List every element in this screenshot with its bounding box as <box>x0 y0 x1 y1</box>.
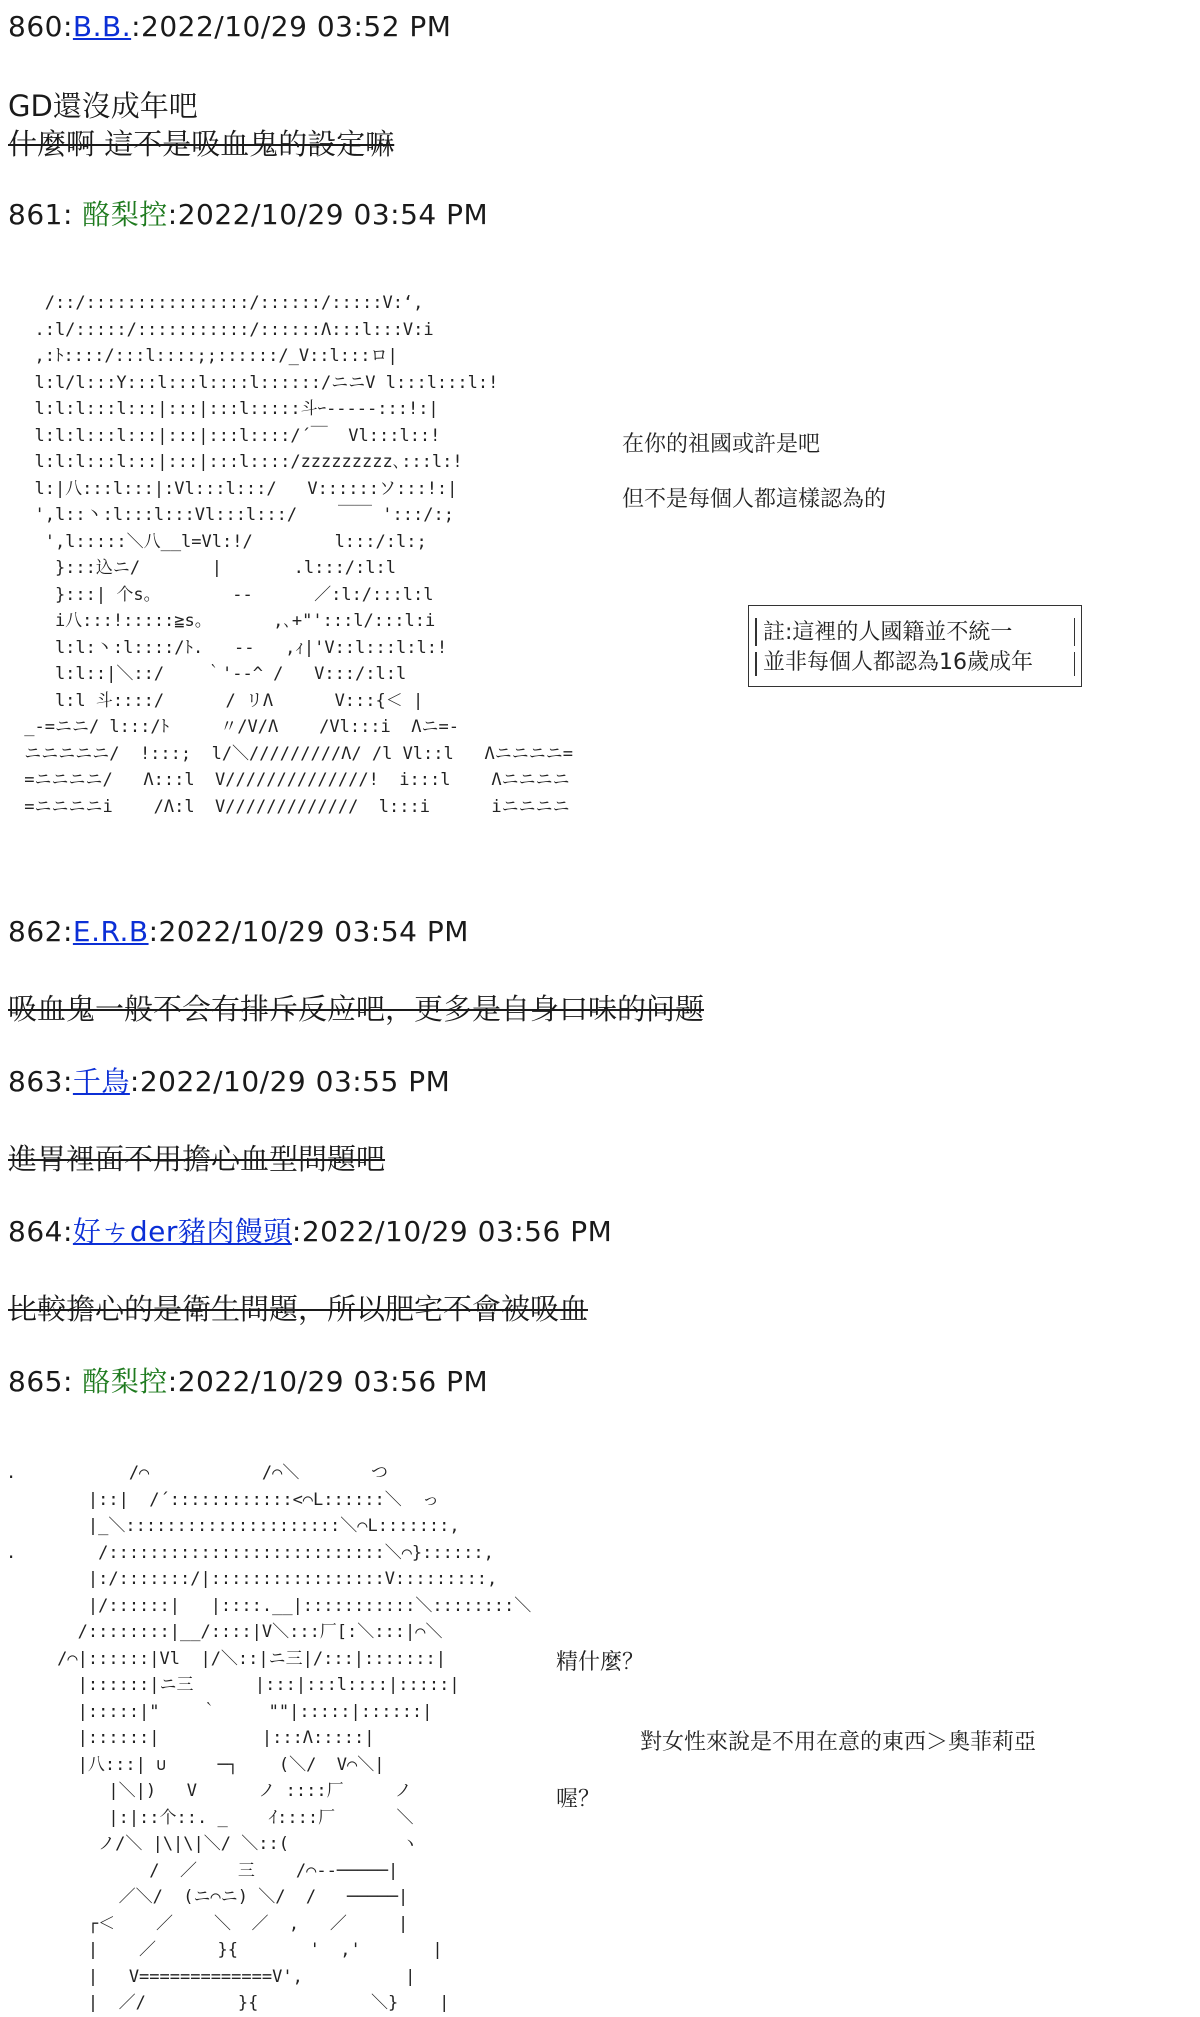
speech-line-3: 喔？ <box>556 1787 601 1812</box>
post-number: 860: <box>8 10 73 43</box>
speech-line-2: 對女性來說是不用在意的東西＞奧菲莉亞 <box>640 1730 1037 1755</box>
author-name: 酪梨控 <box>82 198 168 231</box>
speech-line-1: 精什麼？ <box>556 1650 645 1675</box>
post-number: 861: <box>8 198 83 231</box>
author-name: 酪梨控 <box>82 1365 168 1398</box>
post-861-header <box>8 198 488 232</box>
post-timestamp: :2022/10/29 03:54 PM <box>167 198 489 231</box>
author-link[interactable]: B.B. <box>72 10 132 43</box>
note-line-2: 並非每個人都認為16歲成年 <box>763 650 1033 675</box>
post-timestamp: :2022/10/29 03:54 PM <box>148 915 469 948</box>
author-link[interactable]: 千鳥 <box>72 1065 130 1098</box>
post-860-line-1: GD還沒成年吧 <box>8 89 198 123</box>
post-864-header <box>8 1215 612 1249</box>
note-bar-left-1 <box>755 618 757 646</box>
post-862-line-1-struck: 吸血鬼一般不会有排斥反应吧，更多是自身口味的问题 <box>8 992 705 1026</box>
post-timestamp: :2022/10/29 03:56 PM <box>167 1365 489 1398</box>
ascii-art-character-2: . /⌒ /⌒＼ つ |::| /´::::::::::::<⌒L::::::＼ っ |_＼:::::::::::::::::::::＼⌒L:::::::, . /:::::::::::::::::::::::::::＼⌒}::::::, |:/:::::::/|:::::::::::::::::V:::::::::, |/::::::| |::::.__|:::::::::::＼::::::::＼ /::::::::|__/::::|V＼:::厂[:＼:::|⌒＼ /⌒|::::::|Vl |/＼::|ニ三|/:::|:::::::| |::::::|ニ三 |:::|:::l::::|:::::| |:::::|" ｀ ""|:::::|::::::| |::::::| |:::Λ:::::| |八:::| ∪ ─┐ (＼/ V⌒＼| |＼|) V ノ ::::厂 ノ |:|::个::. _ ｲ::::厂 ＼ ノ/＼ |\|\|＼/ ＼::( ヽ / ／ 三 /⌒‐‐─────| ／＼/ (ニ⌒ニ) ＼/ / ─────| ┌＜ ／ ＼ ／ , ／ | | ／ }{ ' ,' | | V=============V', | | ／/ }{ ＼} | <box>6 1463 532 2013</box>
ascii-art-character-1: /::/::::::::::::::::/::::::/:::::V:‘, .:l/:::::/:::::::::::/::::::Λ:::l:::V:i ,:ﾄ::::/:::l::::;;::::::/_V::l:::ロ| l:l/l:::Y:::l:::l::::l::::::/ニニV l:::l:::l:! l:l:l:::l:::|:::|:::l:::::斗ｰ‐‐‐‐‐:::!:| l:l:l:::l:::|:::|:::l::::/´￣ Vl:::l::! l:l:l:::l:::|:::|:::l::::/zzzzzzzzz､:::l:! l:|八:::l:::|:Vl:::l:::/ V::::::ソ:::!:| ',l::丶:l:::l:::Vl:::l:::/ ￣￣ ':::/:; ',l:::::＼八__l=Vl:!/ l:::/:l:; }:::込ニ/ | .l:::/:l:l }:::| 个s。 ‐‐ ／:l:/:::l:l i八:::!:::::≧s。 ,､+"':::l/:::l:i l:l:丶:l::::/ﾄ. ‐‐ ,ｨ|'V::l:::l:l:! l:l::|＼::/ ｀'‐‐^ / V:::/:l:l l:l 斗::::/ / リΛ V:::{＜ | _-=ニニ/ l:::/ﾄ 〃/V/Λ /Vl:::i Λニ=- ニニニニニ/ !:::; l/＼/////////Λ/ /l Vl::l Λニニニニ= =ニニニニ/ Λ:::l V//////////////! i:::l Λニニニニ =ニニニニi /Λ:l V///////////// l:::i iニニニニ <box>24 293 573 817</box>
speech-line-1: 在你的祖國或許是吧 <box>622 432 821 457</box>
post-number: 863: <box>8 1065 73 1098</box>
note-bar-right-2 <box>1074 652 1076 676</box>
note-box <box>748 605 1082 687</box>
post-863-header <box>8 1065 450 1099</box>
post-860-header <box>8 10 451 44</box>
note-bar-left-2 <box>755 652 757 676</box>
post-number: 864: <box>8 1215 73 1248</box>
post-timestamp: :2022/10/29 03:56 PM <box>291 1215 613 1248</box>
note-bar-right-1 <box>1074 618 1076 646</box>
speech-line-2: 但不是每個人都這樣認為的 <box>622 487 887 512</box>
post-863-line-1-struck: 進胃裡面不用擔心血型問題吧 <box>8 1142 386 1176</box>
post-timestamp: :2022/10/29 03:52 PM <box>131 10 452 43</box>
post-number: 862: <box>8 915 73 948</box>
post-860-line-2-struck: 什麼啊 這不是吸血鬼的設定嘛 <box>8 127 395 161</box>
note-line-1: 註:這裡的人國籍並不統一 <box>763 620 1013 645</box>
author-link[interactable]: E.R.B <box>72 915 149 948</box>
author-link[interactable]: 好ㄘder豬肉饅頭 <box>72 1215 292 1248</box>
post-865-header <box>8 1365 488 1399</box>
post-864-line-1-struck: 比較擔心的是衛生問題，所以肥宅不會被吸血 <box>8 1292 589 1326</box>
post-number: 865: <box>8 1365 83 1398</box>
post-timestamp: :2022/10/29 03:55 PM <box>129 1065 451 1098</box>
post-862-header <box>8 915 469 949</box>
